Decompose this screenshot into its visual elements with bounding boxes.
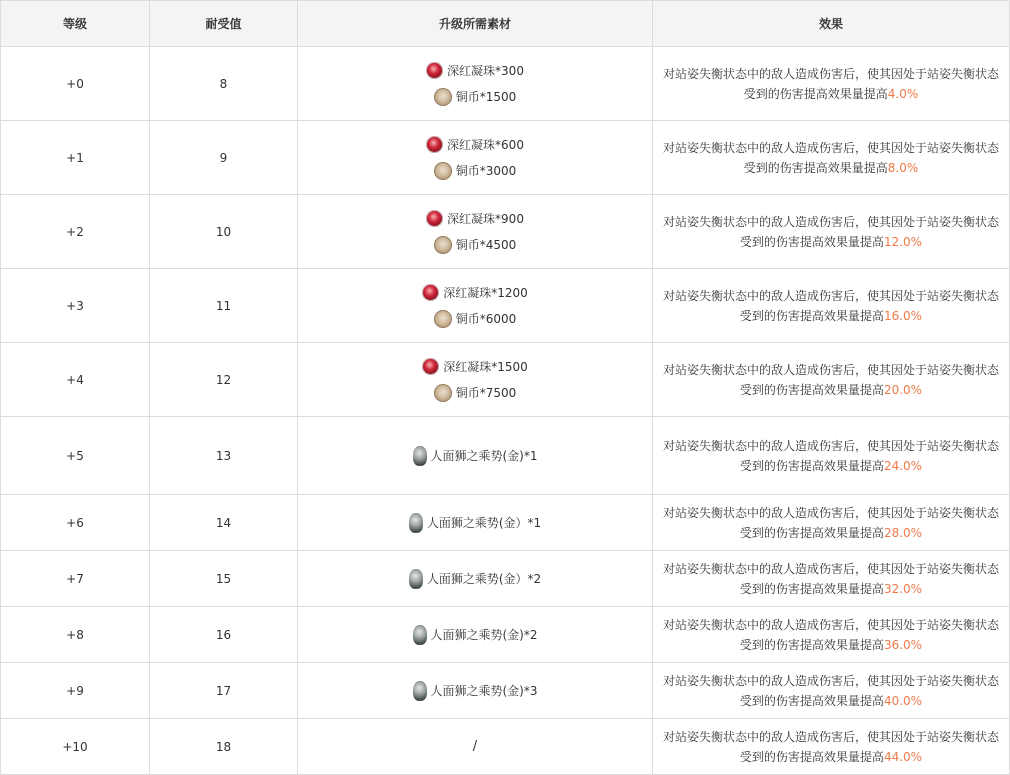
level-cell: +3 — [1, 269, 150, 343]
material-item — [298, 206, 652, 232]
header-durability: 耐受值 — [150, 1, 298, 47]
material-item — [298, 510, 652, 536]
header-effect: 效果 — [653, 1, 1010, 47]
effect-description — [661, 138, 1001, 178]
effect-cell — [653, 719, 1010, 775]
sphinx-statue-icon — [409, 513, 423, 533]
material-name: 深红凝珠*900 — [447, 211, 524, 226]
material-item — [298, 443, 652, 469]
material-name: 铜币*6000 — [455, 311, 517, 326]
materials-cell — [298, 719, 653, 775]
durability-cell: 10 — [150, 195, 298, 269]
materials-cell — [298, 663, 653, 719]
copper-coin-icon — [434, 384, 452, 402]
header-level: 等级 — [1, 1, 150, 47]
level-cell: +7 — [1, 551, 150, 607]
effect-percent: 4.0% — [887, 86, 919, 101]
table-row — [1, 495, 1010, 551]
effect-percent: 28.0% — [883, 525, 923, 540]
durability-cell: 17 — [150, 663, 298, 719]
material-name: 深红凝珠*1200 — [443, 285, 528, 300]
effect-text: 对站姿失衡状态中的敌人造成伤害后，使其因处于站姿失衡状态受到的伤害提高效果量提高 — [662, 505, 999, 540]
durability-cell: 14 — [150, 495, 298, 551]
effect-text: 对站姿失衡状态中的敌人造成伤害后，使其因处于站姿失衡状态受到的伤害提高效果量提高 — [662, 673, 999, 708]
materials-cell — [298, 417, 653, 495]
sphinx-statue-icon — [413, 681, 427, 701]
effect-cell — [653, 47, 1010, 121]
material-item — [298, 132, 652, 158]
effect-text: 对站姿失衡状态中的敌人造成伤害后，使其因处于站姿失衡状态受到的伤害提高效果量提高 — [662, 214, 999, 249]
table-row — [1, 269, 1010, 343]
effect-description — [661, 436, 1001, 476]
copper-coin-icon — [434, 310, 452, 328]
effect-cell — [653, 195, 1010, 269]
effect-text: 对站姿失衡状态中的敌人造成伤害后，使其因处于站姿失衡状态受到的伤害提高效果量提高 — [662, 617, 999, 652]
effect-text: 对站姿失衡状态中的敌人造成伤害后，使其因处于站姿失衡状态受到的伤害提高效果量提高 — [662, 140, 999, 175]
effect-description — [661, 559, 1001, 599]
material-name: 铜币*1500 — [455, 89, 517, 104]
material-item — [298, 678, 652, 704]
effect-description — [661, 286, 1001, 326]
table-row — [1, 607, 1010, 663]
level-cell: +8 — [1, 607, 150, 663]
material-name: 人面狮之乘势(金)*3 — [430, 683, 538, 698]
effect-text: 对站姿失衡状态中的敌人造成伤害后，使其因处于站姿失衡状态受到的伤害提高效果量提高 — [662, 729, 999, 764]
no-materials: / — [472, 739, 478, 754]
material-name: 铜币*7500 — [455, 385, 517, 400]
materials-cell — [298, 551, 653, 607]
materials-cell — [298, 607, 653, 663]
material-name: 人面狮之乘势(金)*2 — [430, 627, 538, 642]
sphinx-statue-icon — [413, 625, 427, 645]
header-materials: 升级所需素材 — [298, 1, 653, 47]
table-row — [1, 121, 1010, 195]
material-item — [298, 566, 652, 592]
effect-cell — [653, 417, 1010, 495]
table-row — [1, 417, 1010, 495]
material-item — [298, 158, 652, 184]
table-row — [1, 47, 1010, 121]
materials-cell — [298, 269, 653, 343]
effect-text: 对站姿失衡状态中的敌人造成伤害后，使其因处于站姿失衡状态受到的伤害提高效果量提高 — [662, 66, 999, 101]
level-cell: +10 — [1, 719, 150, 775]
effect-cell — [653, 121, 1010, 195]
sphinx-statue-icon — [409, 569, 423, 589]
durability-cell: 9 — [150, 121, 298, 195]
effect-cell — [653, 269, 1010, 343]
material-name: 人面狮之乘势(金)*1 — [430, 448, 538, 463]
materials-cell — [298, 121, 653, 195]
materials-cell — [298, 47, 653, 121]
copper-coin-icon — [434, 236, 452, 254]
table-row — [1, 663, 1010, 719]
effect-percent: 16.0% — [883, 308, 923, 323]
material-item — [298, 84, 652, 110]
level-cell: +0 — [1, 47, 150, 121]
crimson-pearl-icon — [426, 62, 443, 79]
material-item — [298, 380, 652, 406]
materials-cell — [298, 195, 653, 269]
crimson-pearl-icon — [426, 210, 443, 227]
effect-cell — [653, 663, 1010, 719]
effect-cell — [653, 343, 1010, 417]
effect-percent: 24.0% — [883, 458, 923, 473]
effect-cell — [653, 551, 1010, 607]
material-name: 铜币*4500 — [455, 237, 517, 252]
durability-cell: 12 — [150, 343, 298, 417]
effect-percent: 36.0% — [883, 637, 923, 652]
material-item — [298, 306, 652, 332]
materials-cell — [298, 495, 653, 551]
effect-percent: 8.0% — [887, 160, 919, 175]
material-name: 人面狮之乘势(金）*2 — [426, 571, 542, 586]
effect-description — [661, 727, 1001, 767]
durability-cell: 15 — [150, 551, 298, 607]
materials-cell — [298, 343, 653, 417]
material-item — [298, 280, 652, 306]
level-cell: +1 — [1, 121, 150, 195]
material-item — [298, 58, 652, 84]
effect-cell — [653, 495, 1010, 551]
effect-percent: 40.0% — [883, 693, 923, 708]
material-name: 人面狮之乘势(金）*1 — [426, 515, 542, 530]
durability-cell: 8 — [150, 47, 298, 121]
level-cell: +4 — [1, 343, 150, 417]
crimson-pearl-icon — [426, 136, 443, 153]
effect-cell — [653, 607, 1010, 663]
effect-description — [661, 503, 1001, 543]
table-row — [1, 343, 1010, 417]
durability-cell: 16 — [150, 607, 298, 663]
effect-text: 对站姿失衡状态中的敌人造成伤害后，使其因处于站姿失衡状态受到的伤害提高效果量提高 — [662, 438, 999, 473]
effect-percent: 32.0% — [883, 581, 923, 596]
durability-cell: 11 — [150, 269, 298, 343]
effect-percent: 44.0% — [883, 749, 923, 764]
material-name: 深红凝珠*1500 — [443, 359, 528, 374]
effect-text: 对站姿失衡状态中的敌人造成伤害后，使其因处于站姿失衡状态受到的伤害提高效果量提高 — [662, 561, 999, 596]
durability-cell: 13 — [150, 417, 298, 495]
material-item — [298, 232, 652, 258]
copper-coin-icon — [434, 162, 452, 180]
effect-description — [661, 212, 1001, 252]
effect-description — [661, 64, 1001, 104]
effect-description — [661, 360, 1001, 400]
level-cell: +5 — [1, 417, 150, 495]
material-name: 深红凝珠*600 — [447, 137, 524, 152]
effect-text: 对站姿失衡状态中的敌人造成伤害后，使其因处于站姿失衡状态受到的伤害提高效果量提高 — [662, 288, 999, 323]
crimson-pearl-icon — [422, 358, 439, 375]
effect-percent: 12.0% — [883, 234, 923, 249]
level-cell: +6 — [1, 495, 150, 551]
effect-percent: 20.0% — [883, 382, 923, 397]
effect-text: 对站姿失衡状态中的敌人造成伤害后，使其因处于站姿失衡状态受到的伤害提高效果量提高 — [662, 362, 999, 397]
level-cell: +9 — [1, 663, 150, 719]
material-item — [298, 354, 652, 380]
material-item — [298, 622, 652, 648]
crimson-pearl-icon — [422, 284, 439, 301]
effect-description — [661, 671, 1001, 711]
material-name: 铜币*3000 — [455, 163, 517, 178]
durability-cell: 18 — [150, 719, 298, 775]
level-cell: +2 — [1, 195, 150, 269]
header-row — [1, 1, 1010, 47]
table-row — [1, 195, 1010, 269]
table-row — [1, 551, 1010, 607]
effect-description — [661, 615, 1001, 655]
material-name: 深红凝珠*300 — [447, 63, 524, 78]
sphinx-statue-icon — [413, 446, 427, 466]
copper-coin-icon — [434, 88, 452, 106]
table-row — [1, 719, 1010, 775]
